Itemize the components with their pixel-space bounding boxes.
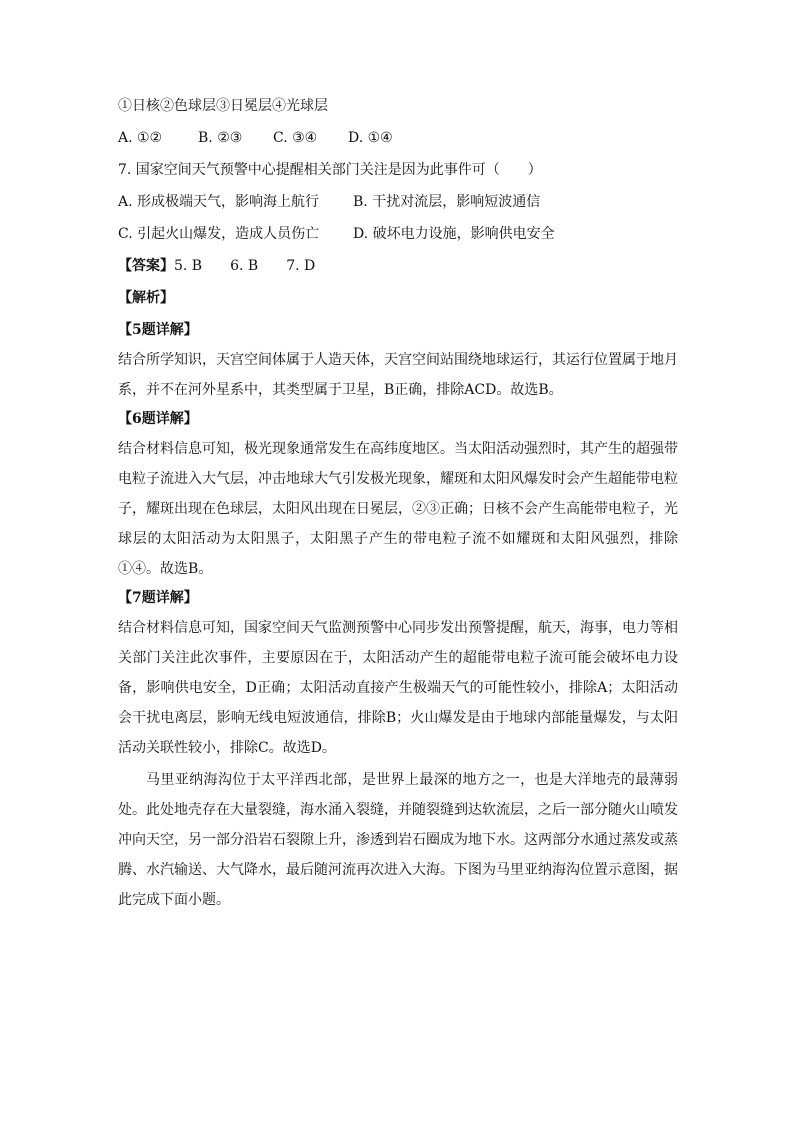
q7-option-d: D. 破坏电力设施，影响供电安全 [353,226,555,242]
answer-values: 5. B 6. B 7. D [174,258,316,274]
q7-explanation: 结合材料信息可知，国家空间天气监测预警中心同步发出预警提醒，航天，海事，电力等相关部门关注此次事件，主要原因在于，太阳活动产生的超能带电粒子流可能会破坏电力设备，影响供电安全，D正确；太阳活动直接产生极端天气的可能性较小，排除A；太阳活动会干扰电离层，影响无线电短波通信，排除B；火山爆发是由于地球内部能量爆发，与太阳活动关联性较小，排除C。故选D。 [118,620,678,756]
q7-stem: 7. 国家空间天气预警中心提醒相关部门关注是因为此事件可（ ） [118,162,542,178]
analysis-heading: 【解析】 [118,290,174,306]
q6-option-b: B. ②③ [198,130,243,146]
q7-option-a: A. 形成极端天气，影响海上航行 [118,194,320,210]
document-page [118,96,678,915]
q7-heading: 【7题详解】 [118,590,198,606]
q7-option-b: B. 干扰对流层，影响短波通信 [353,194,541,210]
q6-heading: 【6题详解】 [118,411,198,427]
q6-option-a: A. ①② [118,130,163,146]
q6-stem: ①日核②色球层③日冕层④光球层 [118,98,328,114]
q6-explanation: 结合材料信息可知，极光现象通常发生在高纬度地区。当太阳活动强烈时，其产生的超强带电粒子流进入大气层，冲击地球大气引发极光现象，耀斑和太阳风爆发时会产生超能带电粒子，耀斑出现在色球层，太阳风出现在日冕层，②③正确；日核不会产生高能带电粒子，光球层的太阳活动为太阳黑子，太阳黑子产生的带电粒子流不如耀斑和太阳风强烈，排除①④。故选B。 [118,441,678,577]
q5-explanation: 结合所学知识，天宫空间体属于人造天体，天宫空间站围绕地球运行，其运行位置属于地月系，并不在河外星系中，其类型属于卫星，B正确，排除ACD。故选B。 [118,352,678,398]
answer-label: 【答案】 [118,258,174,274]
q5-heading: 【5题详解】 [118,322,198,338]
answer-line [118,256,678,276]
q6-option-c: C. ③④ [273,130,318,146]
passage-paragraph: 马里亚纳海沟位于太平洋西北部，是世界上最深的地方之一，也是大洋地壳的最薄弱处。此处地壳存在大量裂缝，海水涌入裂缝，并随裂缝到达软流层，之后一部分随火山喷发冲向天空，另一部分沿岩石裂隙上升，渗透到岩石圈成为地下水。这两部分水通过蒸发或蒸腾、水汽输送、大气降水，最后随河流再次进入大海。下图为马里亚纳海沟位置示意图，据此完成下面小题。 [118,772,678,908]
q7-options-row-1 [118,192,678,212]
q6-option-d: D. ①④ [348,130,393,146]
q7-option-c: C. 引起火山爆发，造成人员伤亡 [118,226,320,242]
q6-options [118,128,678,148]
q7-options-row-2 [118,224,678,244]
